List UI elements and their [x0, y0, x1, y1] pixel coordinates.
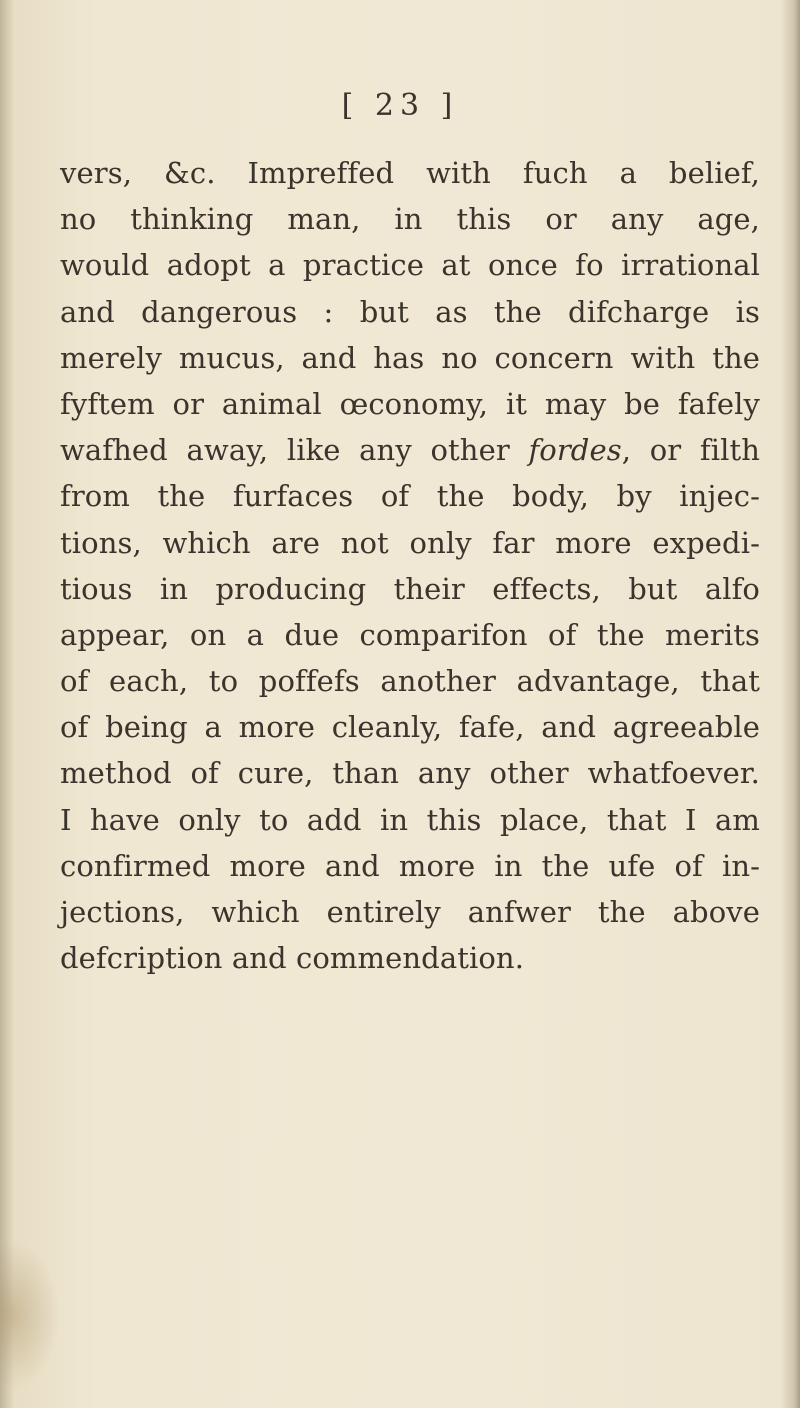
text-line: I have only to add in this place, that I am [60, 802, 760, 837]
text-line: tious in producing their effects, but alfo [60, 571, 760, 606]
page-number: [ 23 ] [341, 88, 459, 123]
page-gutter-shadow [0, 0, 14, 1408]
body-text [60, 150, 760, 981]
text-line: appear, on a due comparifon of the merits [60, 617, 760, 652]
text-line: of each, to poffefs another advantage, that [60, 664, 760, 699]
page-edge-shadow [780, 0, 800, 1408]
text-line: merely mucus, and has no concern with the [60, 340, 760, 375]
text-line: of being a more cleanly, fafe, and agreeable [60, 710, 760, 745]
text-line: from the furfaces of the body, by injec- [60, 479, 760, 514]
text-line: confirmed more and more in the ufe of in- [60, 848, 760, 883]
text-line: no thinking man, in this or any age, [60, 202, 760, 237]
text-line: fyftem or animal œconomy, it may be fafely [60, 386, 760, 421]
text-line: vers, &c. Impreffed with fuch a belief, [60, 156, 760, 190]
text-line: wafhed away, like any other fordes, or filth [60, 433, 760, 468]
paper-stain [0, 1240, 60, 1390]
text-line: jections, which entirely anfwer the above [60, 895, 760, 929]
text-line: and dangerous : but as the difcharge is [60, 294, 760, 329]
italic-term: fordes [528, 433, 622, 468]
text-line: tions, which are not only far more expedi- [60, 525, 760, 560]
text-line-last: defcription and commendation. [60, 941, 525, 976]
text-line: would adopt a practice at once fo irrational [60, 248, 760, 283]
text-line: method of cure, than any other whatfoever. [60, 756, 760, 791]
